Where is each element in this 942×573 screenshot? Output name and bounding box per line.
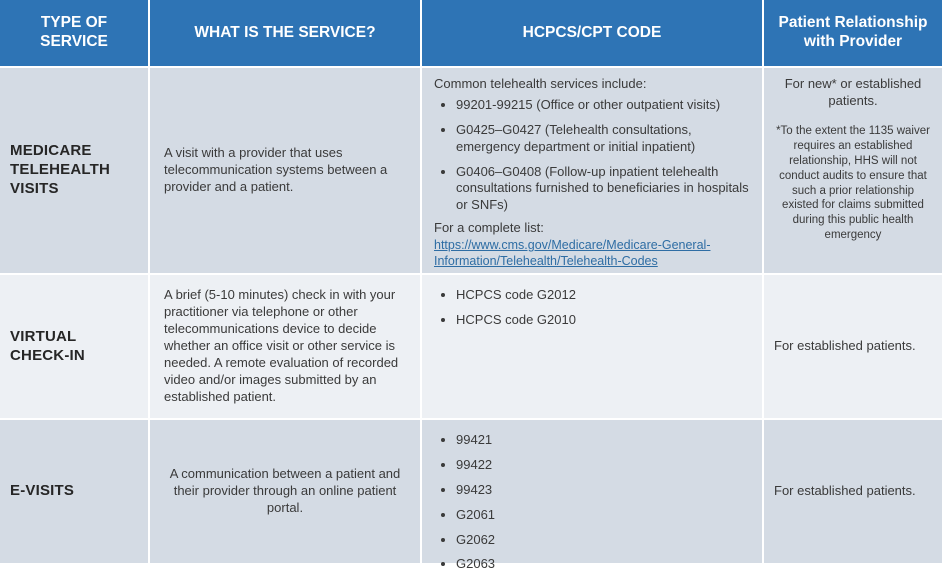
relationship-main: For established patients. (774, 483, 916, 499)
codes-medicare-telehealth-visits (422, 68, 762, 273)
relationship-e-visits (764, 420, 942, 563)
code-item: • 99423 (456, 482, 750, 499)
relationship-virtual-check-in (764, 275, 942, 418)
code-item: • HCPCS code G2012 (456, 287, 750, 304)
header-type-of-service: TYPE OF SERVICE (0, 0, 148, 66)
code-item: • 99201-99215 (Office or other outpatient visits) (456, 97, 750, 114)
code-item: • G2061 (456, 507, 750, 524)
codes-e-visits (422, 420, 762, 572)
code-item: • G2063 (456, 556, 750, 573)
codes-list (434, 432, 750, 573)
codes-list (434, 287, 750, 329)
relationship-note: *To the extent the 1135 waiver requires an established relationship, HHS will not conduct audits to ensure that such a prior relationship existed for claims submitted during this public health emergency (776, 124, 930, 242)
code-item: • 99422 (456, 457, 750, 474)
code-item: • G0425–G0427 (Telehealth consultations, emergency department or initial inpatient) (456, 122, 750, 156)
relationship-main: For new* or established patients. (784, 76, 922, 108)
relationship-medicare-telehealth-visits (764, 68, 942, 273)
header-patient-relationship: Patient Relationship with Provider (764, 0, 942, 66)
codes-virtual-check-in (422, 275, 762, 418)
relationship-main: For established patients. (774, 338, 916, 354)
telehealth-codes-link[interactable]: https://www.cms.gov/Medicare/Medicare-General-Information/Telehealth/Telehealth-Codes (434, 238, 711, 268)
description-e-visits: A communication between a patient and their provider through an online patient portal. (150, 420, 420, 563)
code-item: • HCPCS code G2010 (456, 312, 750, 329)
code-item: • G0406–G0408 (Follow-up inpatient telehealth consultations furnished to beneficiaries in hospitals or SNFs) (456, 164, 750, 215)
code-item: • 99421 (456, 432, 750, 449)
service-name-virtual-check-in: VIRTUAL CHECK-IN (0, 275, 148, 418)
complete-list-label: For a complete list: (434, 220, 544, 236)
description-medicare-telehealth-visits: A visit with a provider that uses telecommunication systems between a provider and a patient. (150, 68, 420, 273)
codes-intro: Common telehealth services include: (434, 76, 647, 91)
service-name-medicare-telehealth-visits: MEDICARE TELEHEALTH VISITS (0, 68, 148, 273)
header-what-is-the-service: WHAT IS THE SERVICE? (150, 0, 420, 66)
code-item: • G2062 (456, 532, 750, 549)
header-hcpcs-cpt-code: HCPCS/CPT CODE (422, 0, 762, 66)
description-virtual-check-in: A brief (5-10 minutes) check in with your practitioner via telephone or other telecommunications device to decide whether an office visit or other service is needed. A remote evaluation of recorded video and/or images submitted by an established patient. (150, 275, 420, 418)
service-name-e-visits: E-VISITS (0, 420, 148, 563)
codes-list (434, 97, 750, 214)
